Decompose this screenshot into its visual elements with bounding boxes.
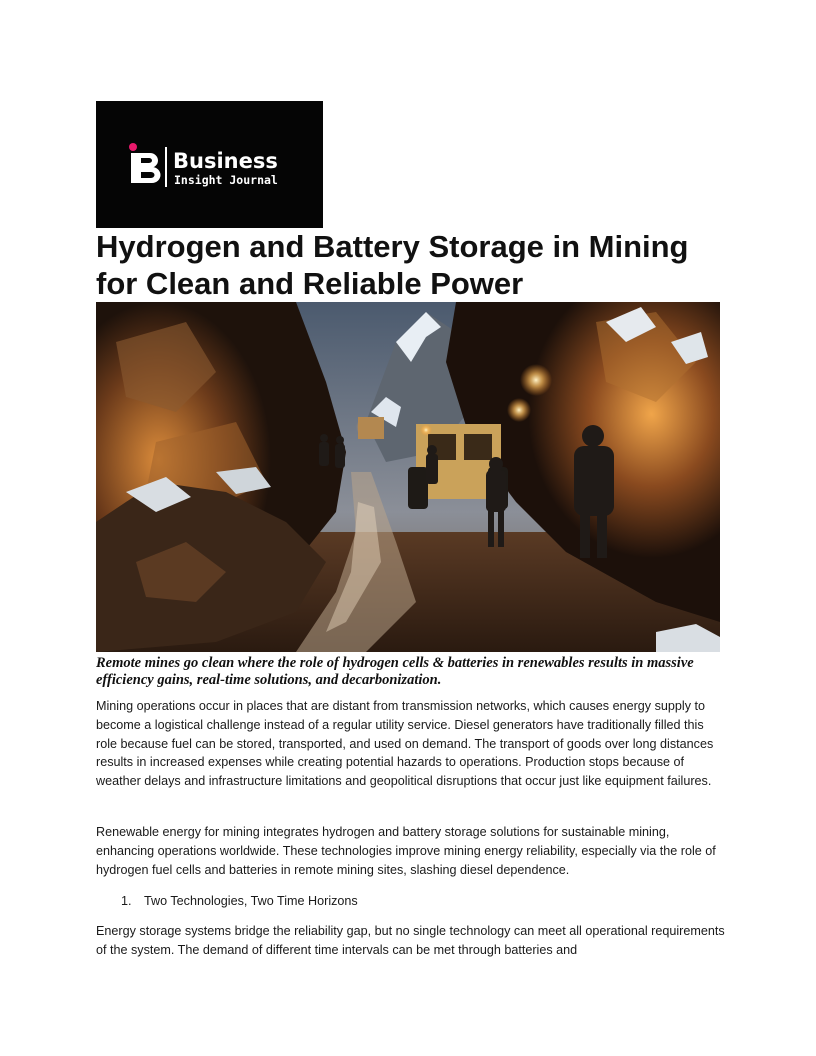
body-paragraph-1: Mining operations occur in places that are distant from transmission networks, which causes energy supply to become a logistical challenge instead of a regular utility service. Diesel generators have traditionally filled this role because fuel can be stored, transported, and used on demand. The transport of goods over long distances results in increased expenses while creating potential hazards to operations. Production stops because of weather delays and infrastructure limitations and geopolitical disruptions that occur just like equipment failures. bbox=[96, 699, 714, 789]
numbered-list-item bbox=[121, 892, 358, 911]
publication-logo bbox=[96, 101, 323, 228]
list-item-number: 1. bbox=[121, 894, 132, 908]
article-title: Hydrogen and Battery Storage in Mining for Clean and Reliable Power bbox=[96, 229, 689, 301]
logo-mark-icon bbox=[129, 143, 161, 183]
body-paragraph-2: Renewable energy for mining integrates hydrogen and battery storage solutions for sustainable mining, enhancing operations worldwide. These technologies improve mining energy reliability, especially via the role of hydrogen fuel cells and batteries in remote mining sites, slashing diesel dependence. bbox=[96, 825, 716, 877]
body-paragraph-3: Energy storage systems bridge the reliability gap, but no single technology can meet all operational requirements of the system. The demand of different time intervals can be met through batteries and bbox=[96, 924, 725, 957]
logo-name-line2: Insight Journal bbox=[174, 173, 278, 187]
logo-divider bbox=[165, 147, 167, 187]
logo-name-line1: Business bbox=[173, 149, 278, 173]
hero-caption: Remote mines go clean where the role of hydrogen cells & batteries in renewables results in massive efficiency gains, real-time solutions, and decarbonization. bbox=[96, 655, 694, 688]
hero-image bbox=[96, 302, 720, 652]
list-item-text: Two Technologies, Two Time Horizons bbox=[144, 894, 358, 908]
